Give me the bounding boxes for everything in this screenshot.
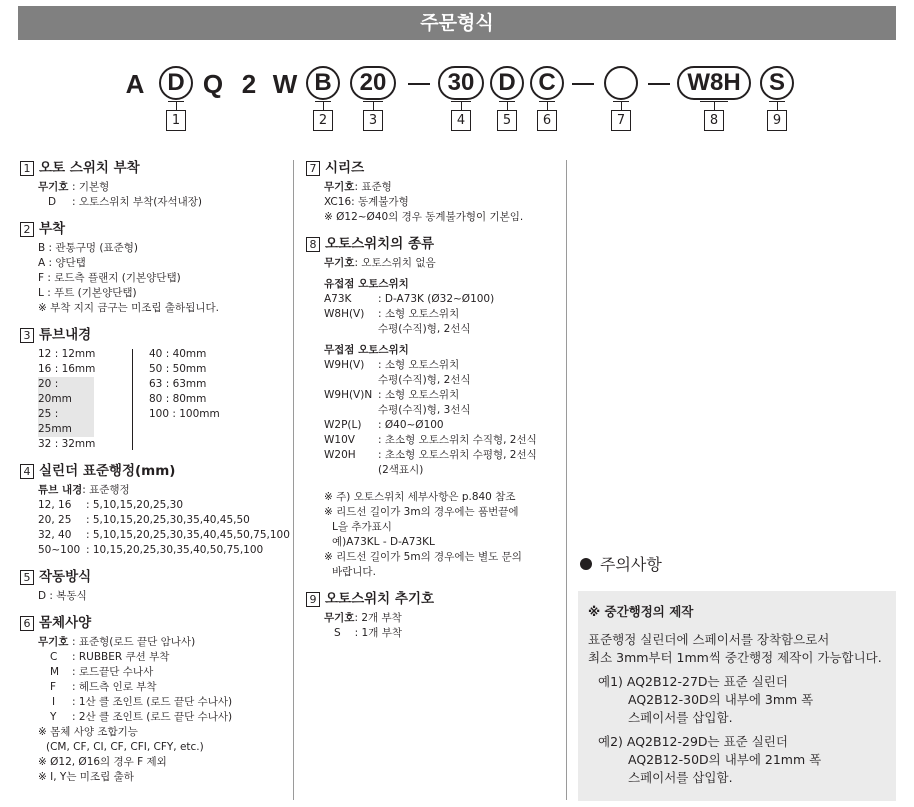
option-code: 무기호 [324,181,355,193]
option-code: XC16 [324,196,352,208]
code-option-7 [604,66,638,100]
option-code: 무기호 [38,636,69,648]
option-line: B : 관통구멍 (표준형) [38,242,138,254]
bullet-icon [580,558,592,570]
section-title: 실린더 표준행정(mm) [39,463,176,479]
code-char-q: Q [202,69,224,99]
switch-desc: : Ø40~Ø100 [378,419,444,431]
option-code: 무기호 [324,257,355,269]
section-title: 시리즈 [325,160,365,176]
caution-text: 표준행정 실린더에 스페이서를 장착함으로서 [588,632,830,647]
note-line: 예)A73KL - D-A73KL [332,536,435,548]
caution-heading [580,552,662,575]
stroke-list: : 5,10,15,20,25,30,35,40,45,50,75,100 [86,529,290,541]
option-desc: : 헤드측 인로 부착 [72,681,157,693]
switch-desc: : 소형 오토스위치 [378,389,460,401]
option-line: A : 양단탭 [38,257,86,269]
caution-title: 주의사항 [600,555,662,574]
note-line: ※ 몸체 사양 조합기능 [38,726,138,738]
note-line: ※ Ø12~Ø40의 경우 동계불가형이 기본임. [324,211,524,223]
switch-code: W20H [324,449,356,461]
section-6 [20,615,290,785]
bracket-stem [373,101,374,110]
section-number: 7 [306,161,320,176]
section-8 [306,236,562,580]
option-desc: : 기본형 [72,181,110,193]
code-option-1: D [159,66,193,100]
caution-subtitle: ※ 중간행정의 제작 [588,604,694,619]
switch-code [324,373,378,388]
table-header: : 표준행정 [82,484,130,496]
option-desc: : 1개 부착 [354,627,402,639]
caution-box [578,591,896,801]
option-desc: : 오토스위치 없음 [354,257,436,269]
code-option-9: S [760,66,794,100]
switch-desc: : 소형 오토스위치 [378,308,460,320]
option-code: Y [50,711,57,723]
switch-code: W9H(V)N [324,389,373,401]
section-5 [20,569,290,604]
column-divider [132,349,133,450]
bore-size: 40 : 40mm [149,348,207,360]
option-code: C [50,651,58,663]
switch-code [324,463,378,478]
note-line: ※ 리드선 길이가 3m의 경우에는 품번끝에 [324,506,519,518]
code-box-3: 3 [363,110,383,131]
note-line: 바랍니다. [332,566,376,578]
section-2 [20,221,290,316]
switch-desc: 수평(수직)형, 2선식 [378,374,471,386]
code-dash [648,83,670,85]
option-desc: : 동계불가형 [351,196,409,208]
option-desc: : 표준형 [354,181,392,193]
option-desc: : 2개 부착 [354,612,402,624]
code-box-1: 1 [166,110,186,131]
code-box-6: 6 [537,110,557,131]
bore-size: 25 : 25mm [38,407,94,437]
option-code: S [334,627,341,639]
code-box-8: 8 [704,110,724,131]
code-box-7: 7 [611,110,631,131]
switch-code [324,322,378,337]
code-option-3: 20 [350,66,396,100]
switch-code: W8H(V) [324,308,365,320]
section-number: 8 [306,237,320,252]
switch-desc: : 초소형 오토스위치 수직형, 2선식 [378,434,537,446]
section-number: 1 [20,161,34,176]
stroke-list: : 5,10,15,20,25,30 [86,499,184,511]
note-line: ※ Ø12, Ø16의 경우 F 제외 [38,756,167,768]
note-line: ※ 주) 오토스위치 세부사항은 p.840 참조 [324,491,516,503]
note-line: (CM, CF, CI, CF, CFI, CFY, etc.) [46,741,204,753]
code-option-6: C [530,66,564,100]
bore-range: 32, 40 [38,529,72,541]
code-dash [408,83,430,85]
example-line: 예2) AQ2B12-29D는 표준 실린더 [598,734,788,749]
section-number: 3 [20,328,34,343]
column-middle [306,160,562,652]
switch-desc: 수평(수직)형, 3선식 [378,404,471,416]
bore-size: 20 : 20mm [38,377,94,407]
bore-size: 63 : 63mm [149,378,207,390]
bracket-stem [176,101,177,110]
option-code: M [50,666,60,678]
bore-size: 12 : 12mm [38,348,96,360]
switch-code [324,403,378,418]
column-divider [293,160,294,800]
section-number: 9 [306,592,320,607]
option-desc: : RUBBER 쿠션 부착 [72,651,170,663]
option-line: D : 복동식 [38,590,87,602]
section-title: 튜브내경 [39,327,92,343]
group-title: 유접점 오토스위치 [324,278,409,290]
column-divider [566,160,567,800]
bracket-stem [323,101,324,110]
code-box-4: 4 [451,110,471,131]
order-code-diagram [0,0,914,150]
bore-range: 20, 25 [38,514,72,526]
example-line: AQ2B12-30D의 내부에 3mm 폭 [628,692,814,707]
example-line: AQ2B12-50D의 내부에 21mm 폭 [628,752,822,767]
code-box-5: 5 [497,110,517,131]
option-code: F [50,681,57,693]
section-number: 2 [20,222,34,237]
column-left [20,160,290,796]
note-line: ※ I, Y는 미조립 출하 [38,771,134,783]
option-desc: : 2산 클 조인트 (로드 끝단 수나사) [72,711,233,723]
option-line: F : 로드측 플랜지 (기본양단탭) [38,272,181,284]
bore-range: 50~100 [38,544,81,556]
bracket-stem [507,101,508,110]
option-desc: : 1산 클 조인트 (로드 끝단 수나사) [72,696,233,708]
table-header: 튜브 내경 [38,484,83,496]
switch-desc: (2색표시) [378,464,424,476]
switch-code: W2P(L) [324,419,362,431]
switch-code: W9H(V) [324,359,365,371]
bracket-stem [547,101,548,110]
section-number: 6 [20,616,34,631]
example-line: 예1) AQ2B12-27D는 표준 실린더 [598,674,788,689]
example-1 [588,673,886,727]
code-box-2: 2 [313,110,333,131]
bore-size: 100 : 100mm [149,408,220,420]
switch-desc: 수평(수직)형, 2선식 [378,323,471,335]
bracket-stem [461,101,462,110]
option-desc: : 오토스위치 부착(자석내장) [72,196,202,208]
option-code: 무기호 [324,612,355,624]
code-option-8: W8H [677,66,751,100]
code-dash [572,83,594,85]
option-code: 무기호 [38,181,69,193]
section-3 [20,327,290,452]
bracket-stem [714,101,715,110]
bore-size: 80 : 80mm [149,393,207,405]
caution-text: 최소 3mm부터 1mm씩 중간행정 제작이 가능합니다. [588,650,882,665]
section-title: 오토 스위치 부착 [39,160,140,176]
switch-desc: : 초소형 오토스위치 수평형, 2선식 [378,449,537,461]
bore-size: 32 : 32mm [38,438,96,450]
example-line: 스페이서를 삽입함. [628,770,733,785]
switch-code: A73K [324,293,352,305]
section-title: 오토스위치 추기호 [325,591,435,607]
section-9 [306,591,562,641]
note-line: ※ 리드선 길이가 5m의 경우에는 별도 문의 [324,551,522,563]
group-title: 무접점 오토스위치 [324,344,409,356]
example-line: 스페이서를 삽입함. [628,710,733,725]
section-number: 5 [20,570,34,585]
section-4 [20,463,290,558]
code-box-9: 9 [767,110,787,131]
example-2 [588,733,886,787]
switch-desc: : D-A73K (Ø32~Ø100) [378,293,495,305]
code-char-w: W [272,69,298,99]
note-line: L을 추가표시 [332,521,392,533]
code-char-2: 2 [241,69,257,99]
stroke-list: : 10,15,20,25,30,35,40,50,75,100 [86,544,264,556]
code-char-a: A [125,69,145,99]
code-option-2: B [306,66,340,100]
note-line: ※ 부착 지지 금구는 미조립 출하됩니다. [38,302,219,314]
switch-desc: : 소형 오토스위치 [378,359,460,371]
section-title: 몸체사양 [39,615,92,631]
option-desc: : 표준형(로드 끝단 암나사) [72,636,196,648]
option-line: L : 푸트 (기본양단탭) [38,287,137,299]
option-desc: : 로드끝단 수나사 [72,666,154,678]
code-option-5: D [490,66,524,100]
bore-size: 16 : 16mm [38,363,96,375]
bracket-stem [777,101,778,110]
option-code: I [52,696,56,708]
section-title: 부착 [39,221,66,237]
bore-range: 12, 16 [38,499,72,511]
section-1 [20,160,290,210]
stroke-list: : 5,10,15,20,25,30,35,40,45,50 [86,514,250,526]
section-number: 4 [20,464,34,479]
bracket-stem [621,101,622,110]
section-title: 오토스위치의 종류 [325,236,435,252]
bore-size: 50 : 50mm [149,363,207,375]
code-option-4: 30 [438,66,484,100]
section-title: 작동방식 [39,569,92,585]
option-code: D [48,196,57,208]
section-7 [306,160,562,225]
page-title: 주문형식 [18,6,896,40]
switch-code: W10V [324,434,355,446]
